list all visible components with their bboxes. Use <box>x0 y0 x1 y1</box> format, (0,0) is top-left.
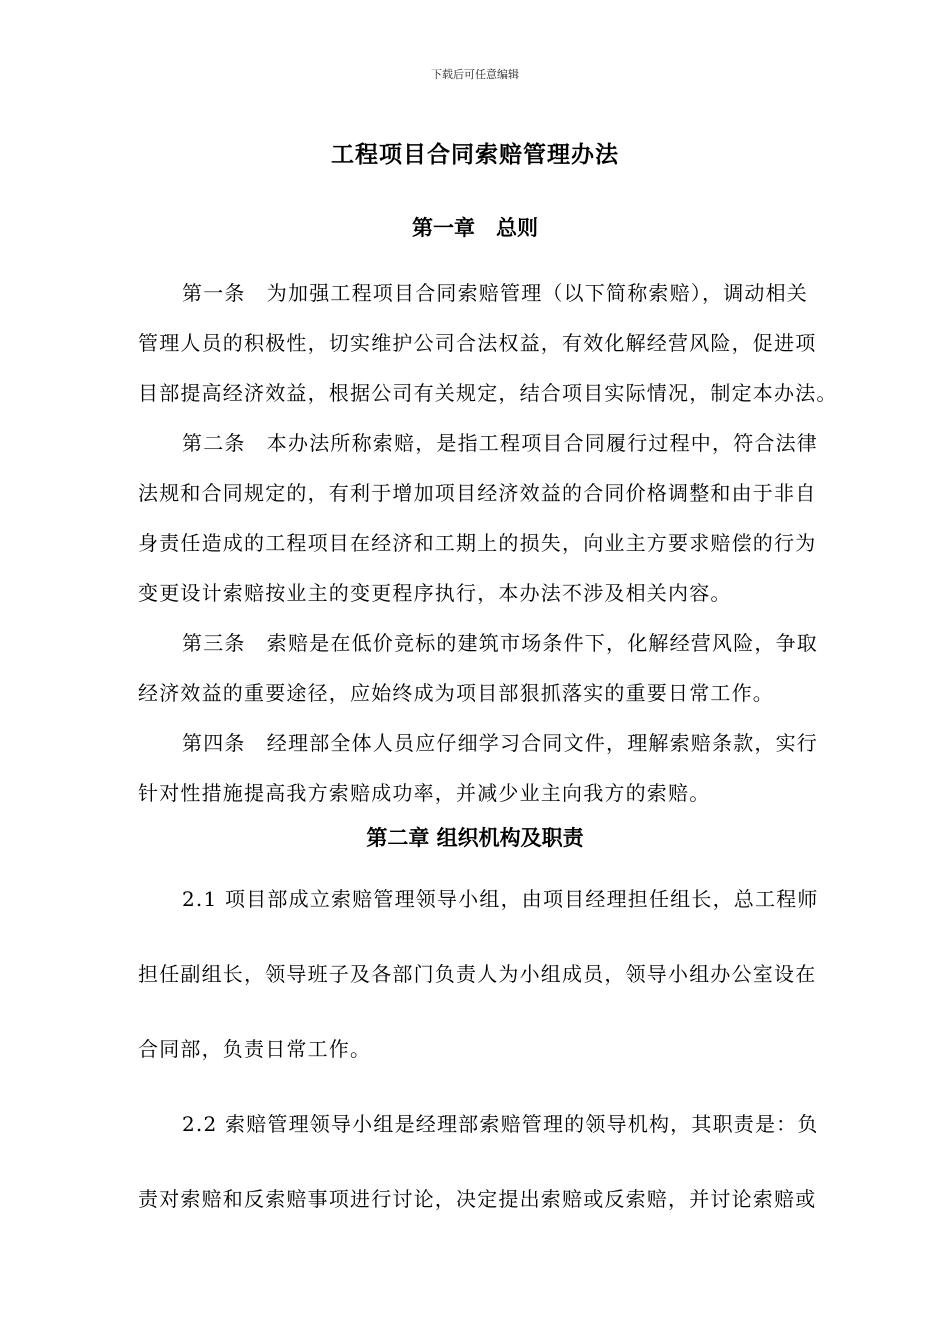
section-2-1-line: 担任副组长，领导班子及各部门负责人为小组成员，领导小组办公室设在 <box>138 962 817 986</box>
document-title: 工程项目合同索赔管理办法 <box>331 142 619 168</box>
chapter-1-heading: 第一章 总则 <box>412 216 538 240</box>
section-2-2-line: 2.2 索赔管理领导小组是经理部索赔管理的领导机构，其职责是：负 <box>182 1112 819 1136</box>
article-3-line: 第三条 索赔是在低价竞标的建筑市场条件下，化解经营风险，争取 <box>182 631 818 655</box>
section-2-1-line: 合同部，负责日常工作。 <box>138 1037 372 1061</box>
article-1-line: 目部提高经济效益，根据公司有关规定，结合项目实际情况，制定本办法。 <box>138 381 838 405</box>
section-2-1-line: 2.1 项目部成立索赔管理领导小组，由项目经理担任组长，总工程师 <box>182 887 819 911</box>
chapter-2-heading: 第二章 组织机构及职责 <box>366 826 584 850</box>
article-1-line: 管理人员的积极性，切实维护公司合法权益，有效化解经营风险，促进项 <box>138 331 817 355</box>
article-2-line: 第二条 本办法所称索赔，是指工程项目合同履行过程中，符合法律 <box>182 431 818 455</box>
article-2-line: 变更设计索赔按业主的变更程序执行，本办法不涉及相关内容。 <box>138 581 732 605</box>
article-4-line: 针对性措施提高我方索赔成功率，并减少业主向我方的索赔。 <box>138 781 711 805</box>
article-4-line: 第四条 经理部全体人员应仔细学习合同文件，理解索赔条款，实行 <box>182 731 818 755</box>
article-2-line: 身责任造成的工程项目在经济和工期上的损失，向业主方要求赔偿的行为 <box>138 531 817 555</box>
section-2-2-line: 责对索赔和反索赔事项进行讨论，决定提出索赔或反索赔，并讨论索赔或 <box>138 1187 817 1211</box>
article-3-line: 经济效益的重要途径，应始终成为项目部狠抓落实的重要日常工作。 <box>138 681 774 705</box>
article-1-line: 第一条 为加强工程项目合同索赔管理（以下简称索赔），调动相关 <box>182 281 808 305</box>
article-2-line: 法规和合同规定的，有利于增加项目经济效益的合同价格调整和由于非自 <box>138 481 817 505</box>
section-group-2 <box>138 862 858 1237</box>
article-group-1 <box>138 268 858 818</box>
page-header: 下载后可任意编辑 <box>431 68 519 81</box>
